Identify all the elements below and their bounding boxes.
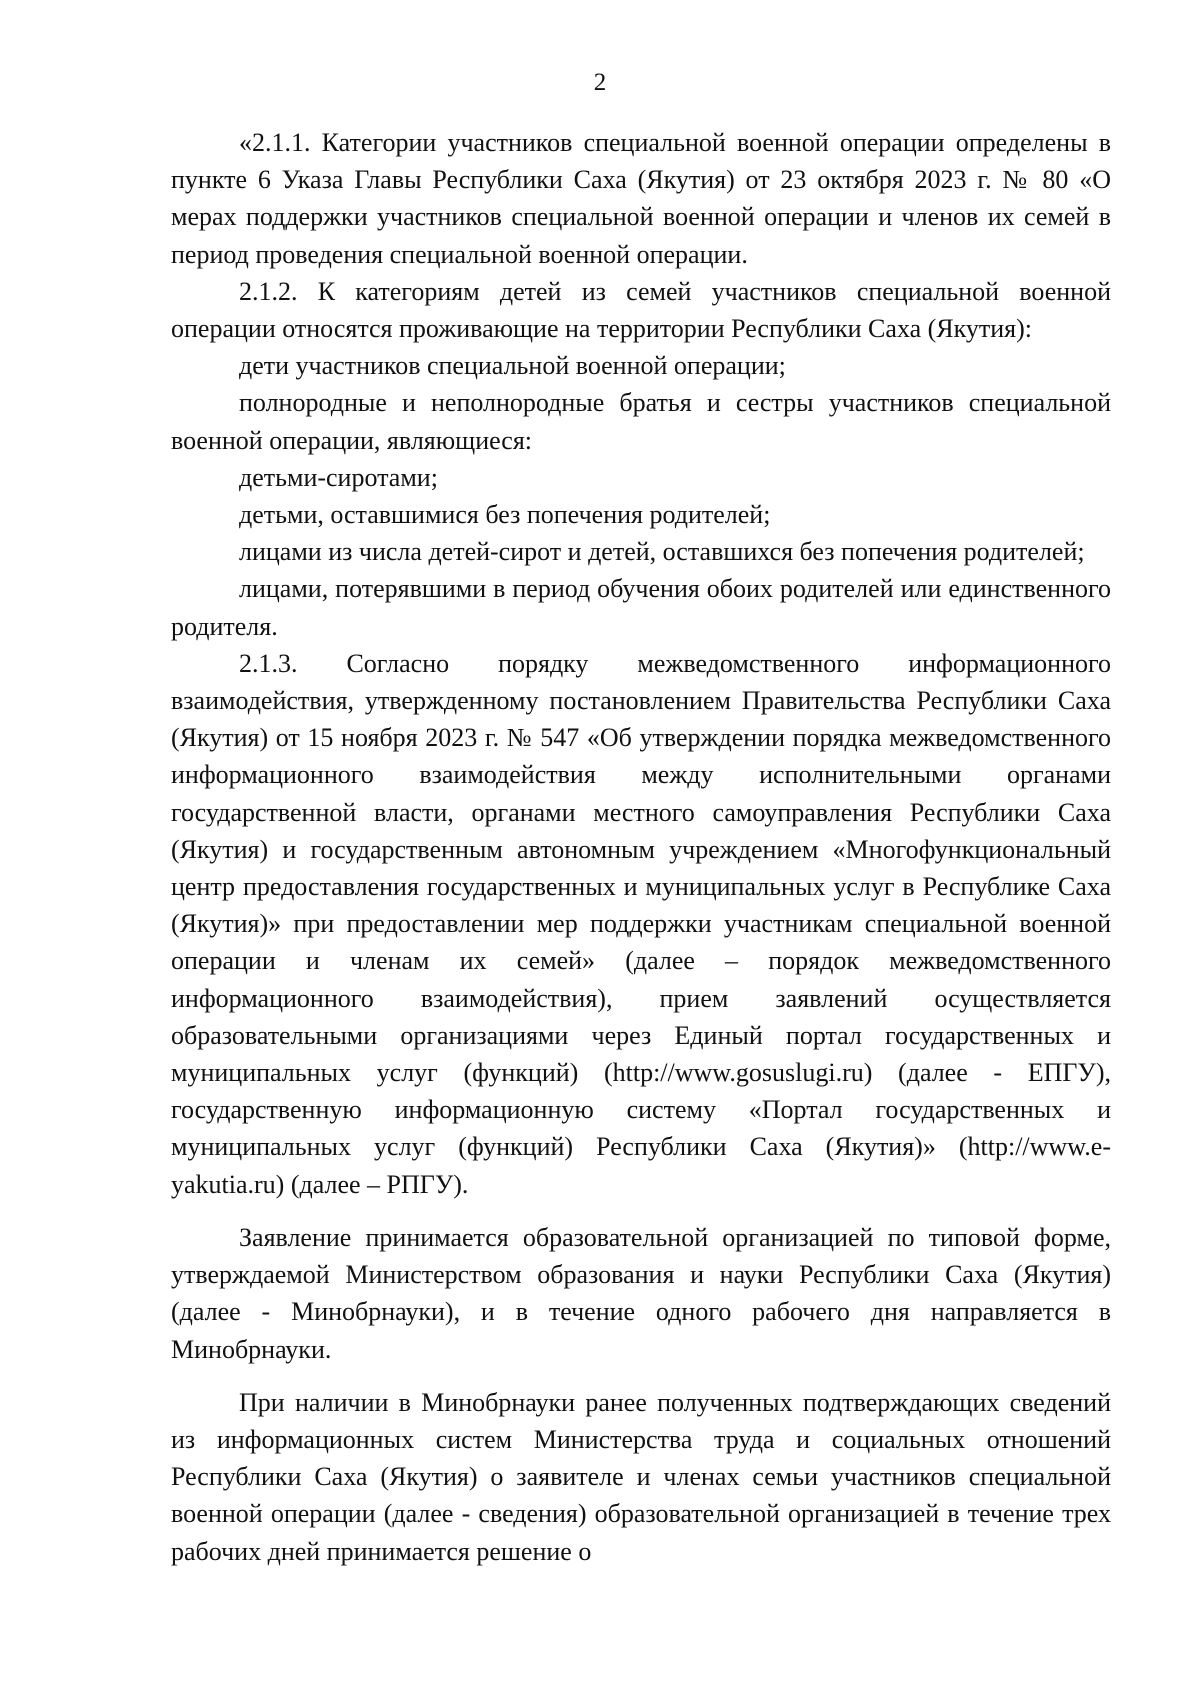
paragraph-2-1-2: 2.1.2. К категориям детей из семей участников специальной военной операции относятся проживающие на территории Республики Саха (Якутия): — [171, 276, 1111, 344]
document-body — [171, 124, 1111, 1570]
page-number: 2 — [593, 69, 607, 96]
list-item-former-orphans: лицами из числа детей-сирот и детей, оставшихся без попечения родителей; — [239, 537, 1085, 567]
paragraph-2-1-1: «2.1.1. Категории участников специальной военной операции определены в пункте 6 Указа Главы Республики Саха (Якутия) от 23 октября 2023 г. № 80 «О мерах поддержки участников специальной военной операции и членов их семей в период проведения специальной военной операции. — [171, 128, 1111, 269]
list-item-children: дети участников специальной военной операции; — [239, 351, 786, 381]
paragraph-application: Заявление принимается образовательной организацией по типовой форме, утверждаемой Министерством образования и науки Республики Саха (Якутия) (далее - Минобрнауки), и в течение одного рабочего дня направляется в Минобрнауки. — [171, 1222, 1111, 1364]
list-item-siblings: полнородные и неполнородные братья и сестры участников специальной военной операции, являющиеся: — [171, 388, 1111, 455]
list-item-lost-parents: лицами, потерявшими в период обучения обоих родителей или единственного родителя. — [171, 574, 1111, 641]
paragraph-2-1-3: 2.1.3. Согласно порядку межведомственного информационного взаимодействия, утвержденному постановлением Правительства Республики Саха (Якутия) от 15 ноября 2023 г. № 547 «Об утверждении порядка межведомственного информационного взаимодействия между исполнительными органами государственной власти, органами местного самоуправления Республики Саха (Якутия) и государственным автономным учреждением «Многофункциональный центр предоставления государственных и муниципальных услуг в Республике Саха (Якутия)» при предоставлении мер поддержки участникам специальной военной операции и членам их семей» (далее – порядок межведомственного информационного взаимодействия), прием заявлений осуществляется образовательными организациями через Единый портал государственных и муниципальных услуг (функций) (http://www.gosuslugi.ru) (далее - ЕПГУ), государственную информационную систему «Портал государственных и муниципальных услуг (функций) Республики Саха (Якутия)» (http://www.e-yakutia.ru) (далее – РПГУ). — [171, 648, 1111, 1199]
paragraph-existing-data: При наличии в Минобрнауки ранее полученных подтверждающих сведений из информационных систем Министерства труда и социальных отношений Республики Саха (Якутия) о заявителе и членах семьи участников специальной военной операции (далее - сведения) образовательной организацией в течение трех рабочих дней принимается решение о — [171, 1387, 1111, 1566]
list-item-without-care: детьми, оставшимися без попечения родителей; — [239, 500, 771, 530]
list-item-orphans: детьми-сиротами; — [239, 462, 438, 492]
